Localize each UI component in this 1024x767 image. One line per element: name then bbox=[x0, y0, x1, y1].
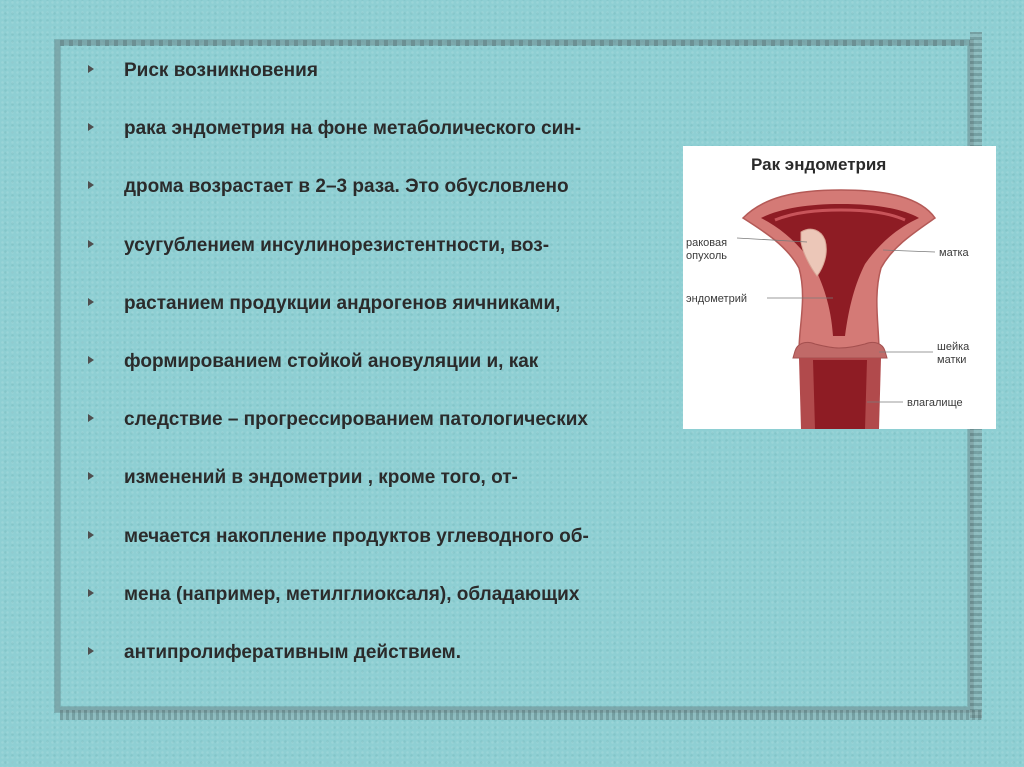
label-cervix-line1: шейка bbox=[937, 341, 970, 353]
bullet-arrow-icon bbox=[88, 298, 94, 306]
bullet-arrow-icon bbox=[88, 356, 94, 364]
label-vagina: влагалище bbox=[907, 397, 963, 409]
figure-title: Рак эндометрия bbox=[751, 155, 887, 174]
bullet-text: антипролиферативным действием. bbox=[124, 641, 461, 663]
bullet-text: следствие – прогрессированием патологических bbox=[124, 409, 588, 431]
bullet-arrow-icon bbox=[88, 65, 94, 73]
uterus-illustration bbox=[683, 146, 996, 429]
bullet-text: Риск возникновения bbox=[124, 60, 318, 81]
bullet-line bbox=[88, 401, 728, 459]
bullet-line bbox=[88, 518, 728, 576]
label-cervix-line2: матки bbox=[937, 354, 967, 366]
label-tumor-line2: опухоль bbox=[686, 250, 727, 262]
bullet-line bbox=[88, 576, 728, 634]
bullet-line bbox=[88, 52, 728, 110]
bullet-arrow-icon bbox=[88, 472, 94, 480]
frame-bottom-shadow bbox=[60, 710, 982, 720]
bullet-text: усугублением инсулинорезистентности, воз- bbox=[124, 234, 550, 256]
bullet-list bbox=[88, 52, 728, 692]
bullet-arrow-icon bbox=[88, 531, 94, 539]
bullet-line bbox=[88, 110, 728, 168]
bullet-arrow-icon bbox=[88, 647, 94, 655]
bullet-line bbox=[88, 227, 728, 285]
bullet-text: дрома возрастает в 2–3 раза. Это обусловлено bbox=[124, 176, 569, 198]
label-endometrium: эндометрий bbox=[686, 293, 747, 305]
bullet-text: мечается накопление продуктов углеводного об- bbox=[124, 525, 589, 547]
label-uterus: матка bbox=[939, 247, 969, 259]
bullet-arrow-icon bbox=[88, 240, 94, 248]
bullet-arrow-icon bbox=[88, 589, 94, 597]
label-tumor-line1: раковая bbox=[686, 237, 728, 249]
bullet-arrow-icon bbox=[88, 123, 94, 131]
bullet-text: мена (например, метилглиоксаля), обладающих bbox=[124, 583, 580, 605]
bullet-line bbox=[88, 168, 728, 226]
bullet-text: формированием стойкой ановуляции и, как bbox=[124, 350, 539, 372]
bullet-line bbox=[88, 459, 728, 517]
bullet-text: рака эндометрия на фоне метаболического син- bbox=[124, 118, 582, 140]
bullet-text: растанием продукции андрогенов яичниками, bbox=[124, 292, 561, 314]
bullet-line bbox=[88, 285, 728, 343]
bullet-line bbox=[88, 343, 728, 401]
bullet-arrow-icon bbox=[88, 414, 94, 422]
bullet-line bbox=[88, 634, 728, 692]
bullet-text: изменений в эндометрии , кроме того, от- bbox=[124, 467, 518, 489]
uterine-cavity bbox=[761, 204, 919, 336]
vagina-inner bbox=[813, 360, 867, 429]
endometrial-cancer-figure bbox=[683, 146, 996, 429]
bullet-arrow-icon bbox=[88, 181, 94, 189]
